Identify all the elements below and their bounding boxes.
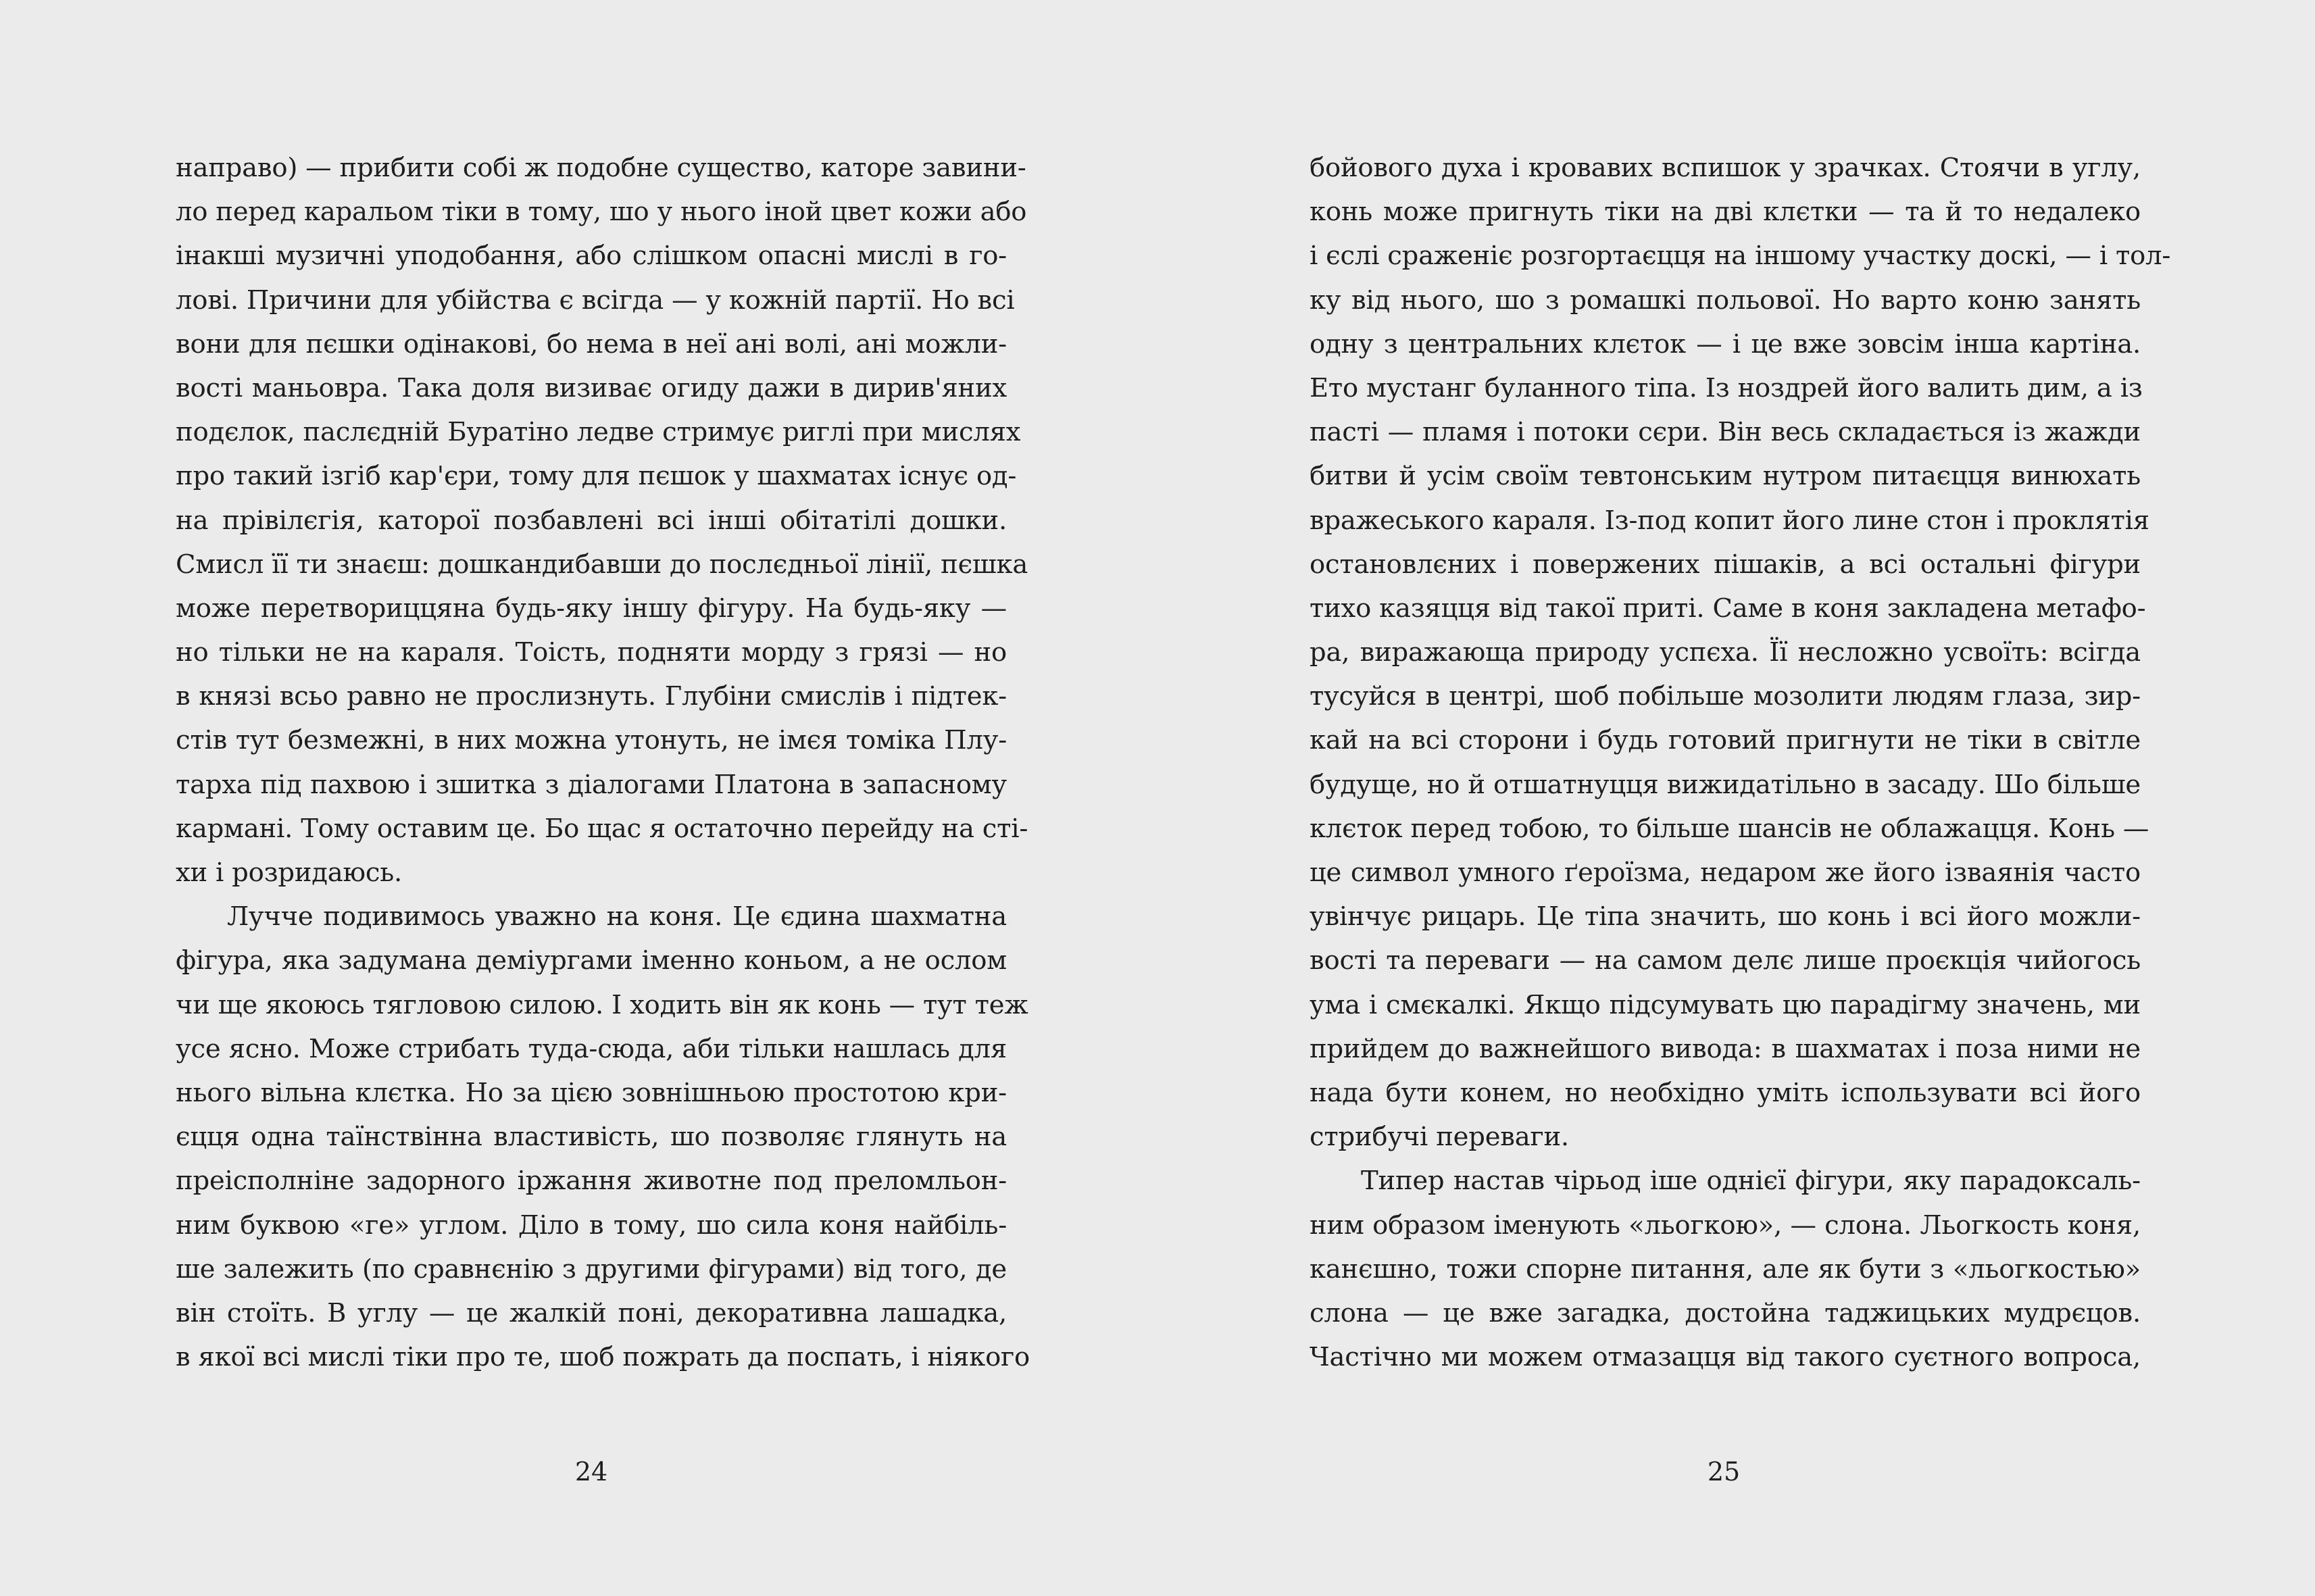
text-line: чи ще якоюсь тягловою силою. І ходить він як конь — тут теж bbox=[176, 989, 1028, 1020]
text-line: ло перед каральом тіки в тому, шо у нього іной цвет кожи або bbox=[176, 197, 1027, 228]
text-line: конь може пригнуть тіки на дві клєтки — та й то недалеко bbox=[1310, 197, 2141, 228]
text-line: і єслі сраженіє розгортаєцця на іншому участку доскі, — і тол- bbox=[1310, 241, 2171, 272]
text-line: Ето мустанг буланного тіпа. Із ноздрей його валить дим, а із bbox=[1310, 372, 2143, 403]
text-line: в князі всьо равно не прослизнуть. Глубіни смислів і підтек- bbox=[176, 681, 1007, 712]
text-line: ним буквою «ге» углом. Діло в тому, шо сила коня найбіль- bbox=[176, 1210, 1007, 1241]
text-line: кармані. Тому оставим це. Бо щас я остаточно перейду на сті- bbox=[176, 813, 1028, 844]
text-line: стів тут безмежні, в них можна утонуть, не імєя томіка Плу- bbox=[176, 725, 1007, 756]
text-line: на прівілєгія, каторої позбавлені всі інші обітатілі дошки. bbox=[176, 505, 1007, 536]
text-line: прийдем до важнейшого вивода: в шахматах і поза ними не bbox=[1310, 1033, 2141, 1064]
text-line: будуще, но й отшатнуцця вижидатільно в засаду. Шо більше bbox=[1310, 769, 2141, 800]
text-line: ку від нього, шо з ромашкі польової. Но варто коню занять bbox=[1310, 284, 2141, 316]
text-line: ра, виражающа природу успєха. Її несложно усвоїть: всігда bbox=[1310, 637, 2141, 668]
text-line: слона — це вже загадка, достойна таджицьких мудрєцов. bbox=[1310, 1297, 2141, 1328]
text-line: в якої всі мислі тіки про те, шоб пожрать да поспать, і ніякого bbox=[176, 1342, 1030, 1373]
text-line: вражеського караля. Із-под копит його лине стон і проклятія bbox=[1310, 505, 2149, 536]
text-line: вони для пєшки одінакові, бо нема в неї ані волі, ані можли- bbox=[176, 328, 1007, 359]
paragraph-first-line: Лучче подивимось уважно на коня. Це єдина шахматна bbox=[227, 901, 1007, 932]
text-line: тихо казяцця від такої приті. Саме в коня закладена метафо- bbox=[1310, 593, 2146, 624]
text-line: канєшно, тожи спорне питання, але як бути з «льогкостью» bbox=[1310, 1253, 2141, 1285]
text-line: тусуйся в центрі, шоб побільше мозолити людям глаза, зир- bbox=[1310, 681, 2141, 712]
text-line: битви й усім своїм тевтонським нутром питаєцця винюхать bbox=[1310, 461, 2141, 492]
text-line: він стоїть. В углу — це жалкій поні, декоративна лашадка, bbox=[176, 1297, 1007, 1328]
text-line: стрибучі переваги. bbox=[1310, 1122, 1569, 1153]
text-line: нього вільна клєтка. Но за цією зовнішньою простотою кри- bbox=[176, 1077, 1007, 1108]
text-line: інакші музичні уподобання, або слішком опасні мислі в го- bbox=[176, 241, 1007, 272]
text-line: хи і розридаюсь. bbox=[176, 857, 403, 888]
text-line: про такий ізгіб кар'єри, тому для пєшок у шахматах існує од- bbox=[176, 461, 1017, 492]
text-line: преісполніне задорного іржання животне под преломльон- bbox=[176, 1166, 1007, 1197]
text-line: тарха під пахвою і зшитка з діалогами Платона в запасному bbox=[176, 769, 1007, 800]
text-line: фігура, яка задумана деміургами іменно коньом, а не ослом bbox=[176, 945, 1007, 976]
paragraph-first-line: Типер настав чірьод іше однієї фігури, яку парадоксаль- bbox=[1361, 1166, 2141, 1197]
page-number: 24 bbox=[574, 1457, 608, 1487]
text-line: бойового духа і кровавих вспишок у зрачках. Стоячи в углу, bbox=[1310, 153, 2141, 183]
text-line: ним образом іменують «льогкою», — слона. Льогкость коня, bbox=[1310, 1210, 2141, 1241]
text-line: усе ясно. Може стрибать туда-сюда, аби тільки нашлась для bbox=[176, 1033, 1007, 1064]
right-page-text bbox=[1310, 146, 2171, 1379]
text-line: пасті — пламя і потоки сєри. Він весь складається із жажди bbox=[1310, 417, 2141, 448]
page-number: 25 bbox=[1707, 1457, 1741, 1487]
text-line: нада бути конем, но необхідно уміть іспользувати всі його bbox=[1310, 1077, 2141, 1108]
text-line: Смисл її ти знаєш: дошкандибавши до послєдньої лінії, пєшка bbox=[176, 549, 1028, 580]
text-line: може перетвориццяна будь-яку іншу фігуру. На будь-яку — bbox=[176, 593, 1007, 624]
text-line: но тільки не на караля. Тоість, подняти морду з грязі — но bbox=[176, 637, 1007, 668]
text-line: ума і смєкалкі. Якщо підсумувать цю парадігму значень, ми bbox=[1310, 989, 2141, 1020]
text-line: ше залежить (по сравнєнію з другими фігурами) від того, де bbox=[176, 1253, 1007, 1285]
text-line: єцця одна таїнствінна властивість, шо позволяє глянуть на bbox=[176, 1122, 1007, 1153]
text-line: увінчує рицарь. Це тіпа значить, шо конь і всі його можли- bbox=[1310, 901, 2141, 932]
text-line: направо) — прибити собі ж подобне существо, каторе завини- bbox=[176, 153, 1026, 183]
text-line: кай на всі сторони і будь готовий пригнути не тіки в світле bbox=[1310, 725, 2141, 756]
text-line: остановлєних і повержених пішаків, а всі остальні фігури bbox=[1310, 549, 2141, 580]
text-line: лові. Причини для убійства є всігда — у кожній партії. Но всі bbox=[176, 284, 1015, 316]
text-line: клєток перед тобою, то більше шансів не облажацця. Конь — bbox=[1310, 813, 2149, 844]
text-line: це символ умного ґероїзма, недаром же його ізваянія часто bbox=[1310, 857, 2141, 888]
left-page-text bbox=[176, 146, 1030, 1379]
text-line: вості маньовра. Така доля визиває огиду дажи в дирив'яних bbox=[176, 372, 1007, 403]
text-line: одну з центральних клєток — і це вже зовсім інша картіна. bbox=[1310, 328, 2141, 359]
text-line: Частічно ми можем отмазацця від такого суєтного вопроса, bbox=[1310, 1342, 2141, 1373]
text-line: подєлок, паслєдній Буратіно ледве стримує риглі при мислях bbox=[176, 417, 1021, 448]
right-page bbox=[1158, 0, 2315, 1596]
text-line: вості та переваги — на самом делє лише проєкція чийогось bbox=[1310, 945, 2141, 976]
